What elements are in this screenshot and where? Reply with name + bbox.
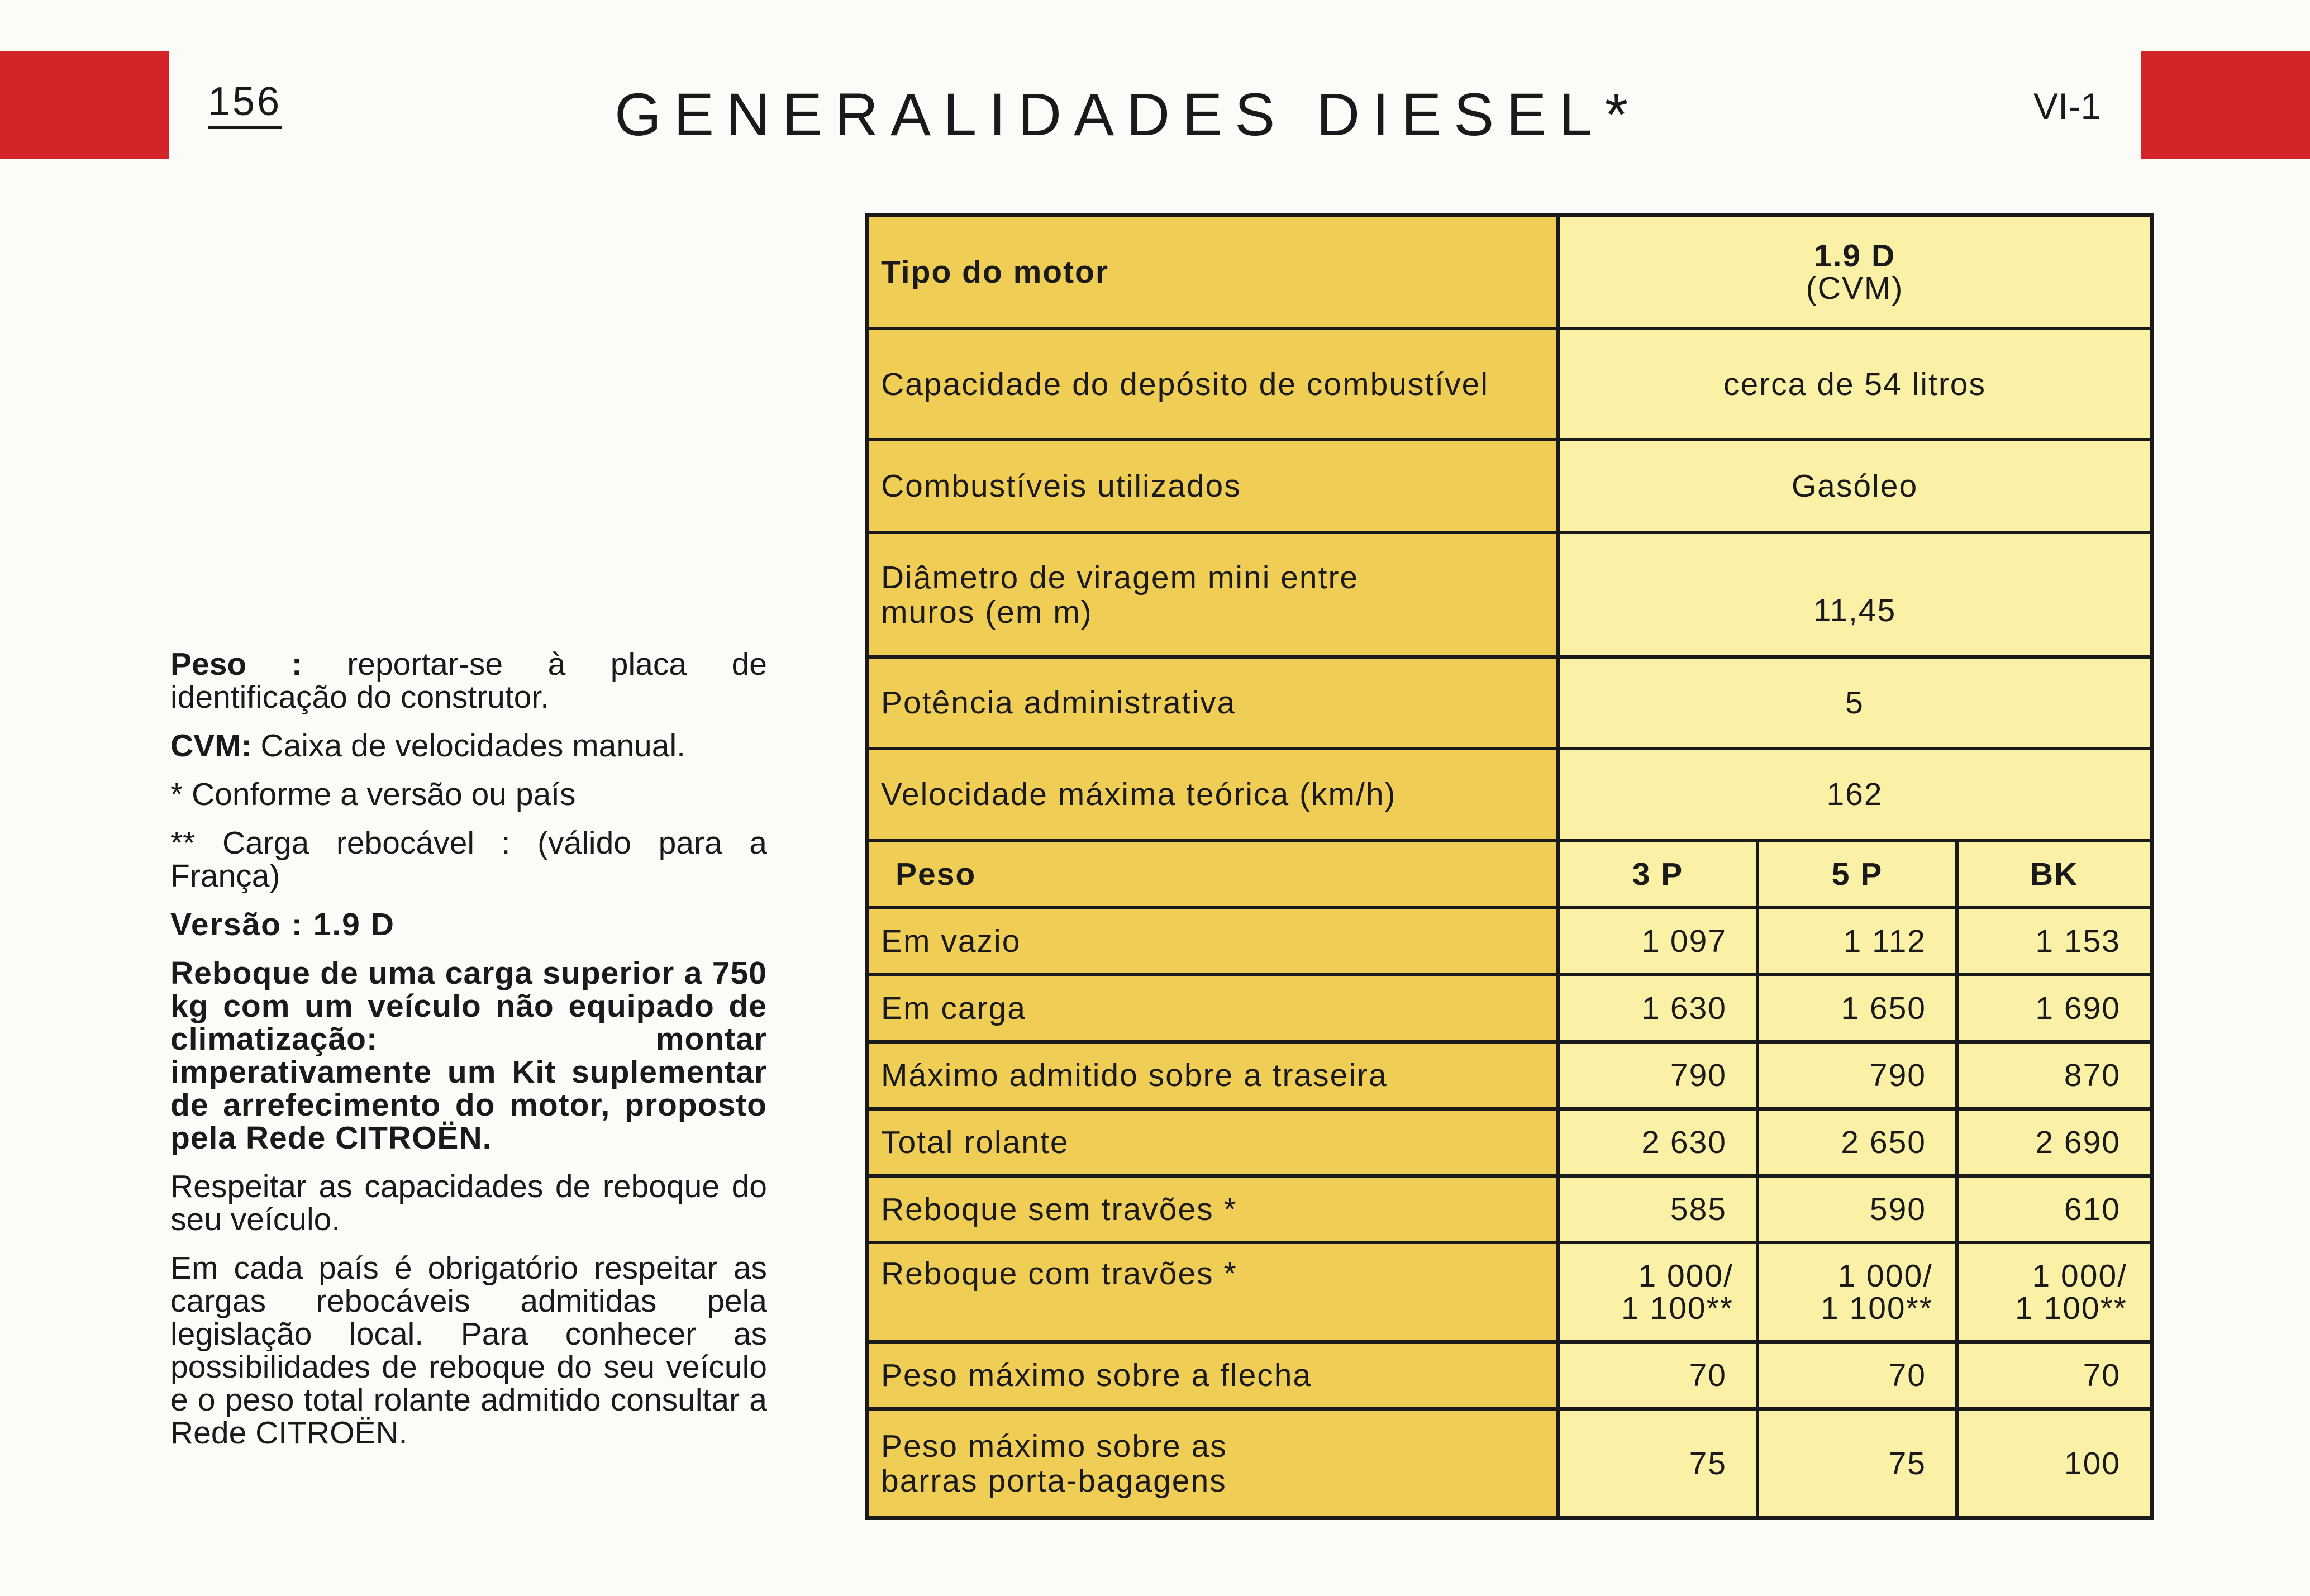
spec-value: 162 bbox=[1560, 750, 2150, 839]
spec-row bbox=[869, 531, 2150, 655]
weight-value-bk: 870 bbox=[1959, 1044, 2150, 1107]
weight-header-3p: 3 P bbox=[1560, 842, 1759, 906]
weight-value-bk: 70 bbox=[1959, 1344, 2150, 1407]
weight-value-line: 1 000/ bbox=[1837, 1258, 1933, 1294]
weight-value-line: 1 100** bbox=[2014, 1290, 2127, 1326]
weight-row bbox=[869, 1107, 2150, 1174]
weight-value-line: 1 000/ bbox=[2032, 1258, 2127, 1294]
weight-value-bk: 2 690 bbox=[1959, 1111, 2150, 1174]
weight-label: Reboque com travões * bbox=[869, 1244, 1560, 1340]
footnote-towing: ** Carga rebocável : (válido para a França) bbox=[170, 825, 767, 894]
weight-row bbox=[869, 906, 2150, 973]
spec-label: Capacidade do depósito de combustível bbox=[869, 330, 1560, 438]
weight-value-3p: 585 bbox=[1560, 1178, 1759, 1241]
weight-value-5p: 590 bbox=[1759, 1178, 1959, 1241]
weight-header-label: Peso bbox=[869, 842, 1560, 906]
weight-value-line: 1 100** bbox=[1621, 1290, 1733, 1326]
peso-note bbox=[170, 648, 767, 714]
motor-type-value bbox=[1560, 217, 2150, 327]
peso-note-label: Peso : bbox=[170, 646, 302, 682]
cvm-note-label: CVM: bbox=[170, 728, 252, 764]
spec-value: cerca de 54 litros bbox=[1560, 330, 2150, 438]
weight-value-3p: 1 097 bbox=[1560, 909, 1759, 973]
weight-value-3p: 70 bbox=[1560, 1344, 1759, 1407]
weight-label: Peso máximo sobre as barras porta-bagagens bbox=[869, 1411, 1560, 1516]
weight-value-5p bbox=[1759, 1244, 1959, 1340]
spec-value: 5 bbox=[1560, 659, 2150, 747]
cvm-note-text: Caixa de velocidades manual. bbox=[251, 728, 685, 764]
spec-value: Gasóleo bbox=[1560, 441, 2150, 531]
weight-value-bk: 1 153 bbox=[1959, 909, 2150, 973]
version-heading: Versão : 1.9 D bbox=[170, 907, 395, 942]
weight-label: Total rolante bbox=[869, 1111, 1560, 1174]
weight-value-bk: 100 bbox=[1959, 1411, 2150, 1516]
weight-value-5p: 2 650 bbox=[1759, 1111, 1959, 1174]
motor-model: 1.9 D bbox=[1813, 237, 1896, 274]
weight-value-5p: 70 bbox=[1759, 1344, 1959, 1407]
spec-row bbox=[869, 747, 2150, 839]
weight-value-5p: 75 bbox=[1759, 1411, 1959, 1516]
weight-row bbox=[869, 1174, 2150, 1241]
notes-column bbox=[170, 648, 767, 1465]
weight-label: Peso máximo sobre a flecha bbox=[869, 1344, 1560, 1407]
weight-header-5p: 5 P bbox=[1759, 842, 1959, 906]
weight-value-3p: 75 bbox=[1560, 1411, 1759, 1516]
weight-row bbox=[869, 1340, 2150, 1407]
weight-value-5p: 790 bbox=[1759, 1044, 1959, 1107]
right-red-tab bbox=[2141, 51, 2310, 159]
weight-value-5p: 1 112 bbox=[1759, 909, 1959, 973]
weight-row bbox=[869, 1241, 2150, 1340]
weight-header-row bbox=[869, 839, 2150, 906]
weight-label: Em carga bbox=[869, 976, 1560, 1040]
page-title: GENERALIDADES DIESEL* bbox=[615, 80, 1641, 148]
spec-row bbox=[869, 327, 2150, 438]
weight-row bbox=[869, 1040, 2150, 1107]
weight-value-3p: 1 630 bbox=[1560, 976, 1759, 1040]
weight-label: Reboque sem travões * bbox=[869, 1178, 1560, 1241]
weight-value-3p: 2 630 bbox=[1560, 1111, 1759, 1174]
weight-value-5p: 1 650 bbox=[1759, 976, 1959, 1040]
left-red-tab bbox=[0, 51, 169, 159]
weight-value-3p: 790 bbox=[1560, 1044, 1759, 1107]
cvm-note bbox=[170, 730, 767, 763]
weight-row bbox=[869, 973, 2150, 1040]
spec-label: Velocidade máxima teórica (km/h) bbox=[869, 750, 1560, 839]
motor-type-label: Tipo do motor bbox=[869, 217, 1560, 327]
weight-value-bk: 1 690 bbox=[1959, 976, 2150, 1040]
weight-label: Máximo admitido sobre a traseira bbox=[869, 1044, 1560, 1107]
section-code: VI-1 bbox=[2033, 85, 2102, 127]
towing-warning: Reboque de uma carga superior a 750 kg com um veículo não equipado de climatização: montar imperativamente um Kit suplementar de arrefecimento do motor, proposto pela Rede CITROËN. bbox=[170, 955, 767, 1156]
spec-value: 11,45 bbox=[1560, 534, 2150, 655]
spec-row bbox=[869, 655, 2150, 747]
weight-header-bk: BK bbox=[1959, 842, 2150, 906]
weight-value-3p bbox=[1560, 1244, 1759, 1340]
weight-value-line: 1 100** bbox=[1820, 1290, 1933, 1326]
local-law-paragraph: Em cada país é obrigatório respeitar as cargas rebocáveis admitidas pela legislação local. Para conhecer as possibilidades de reboque do seu veículo e o peso total rolante admitido consultar a Rede CITROËN. bbox=[170, 1250, 767, 1451]
page-number: 156 bbox=[208, 78, 282, 129]
motor-type-row bbox=[869, 217, 2150, 327]
spec-label: Combustíveis utilizados bbox=[869, 441, 1560, 531]
weight-value-bk: 610 bbox=[1959, 1178, 2150, 1241]
motor-gearbox: (CVM) bbox=[1806, 270, 1904, 306]
spec-label: Diâmetro de viragem mini entre muros (em m) bbox=[869, 534, 1560, 655]
footnote-version: * Conforme a versão ou país bbox=[170, 776, 576, 812]
peso-note-text: reportar-se à placa de identificação do construtor. bbox=[170, 646, 767, 715]
towing-capacity-paragraph: Respeitar as capacidades de reboque do seu veículo. bbox=[170, 1169, 767, 1237]
spec-row bbox=[869, 438, 2150, 531]
spec-label: Potência administrativa bbox=[869, 659, 1560, 747]
weight-value-bk bbox=[1959, 1244, 2150, 1340]
specifications-table bbox=[865, 213, 2154, 1520]
weight-row bbox=[869, 1407, 2150, 1516]
weight-label: Em vazio bbox=[869, 909, 1560, 973]
weight-value-line: 1 000/ bbox=[1638, 1258, 1733, 1294]
